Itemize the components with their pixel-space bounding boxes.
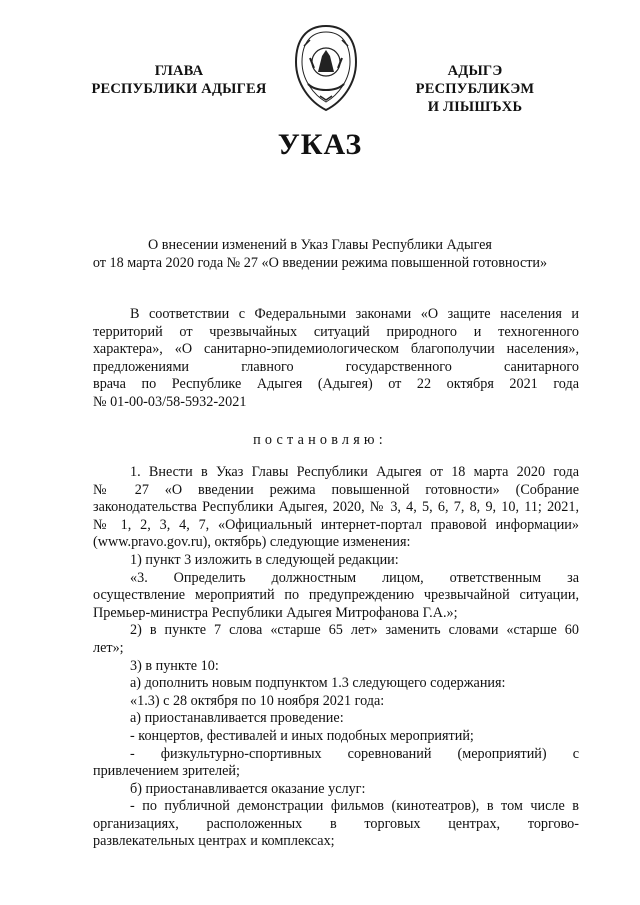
item-line: осуществление мероприятий по предупреждению чрезвычайной ситуации,	[93, 587, 579, 604]
item-line: 1. Внести в Указ Главы Республики Адыгея от 18 марта 2020 года	[130, 464, 579, 480]
header-left-line1: ГЛАВА	[154, 63, 204, 79]
item-line: 1) пункт 3 изложить в следующей редакции:	[130, 551, 399, 568]
subject-line2: от 18 марта 2020 года № 27 «О введении режима повышенной готовности»	[92, 255, 548, 271]
subject-line1: О внесении изменений в Указ Главы Республики Адыгея	[148, 237, 492, 253]
preamble-line: предложениями главного государственного санитарного	[93, 358, 579, 375]
item-line: а) приостанавливается проведение:	[130, 710, 344, 727]
header-right	[390, 62, 560, 116]
decree-items	[93, 464, 579, 851]
item-line: (www.pravo.gov.ru), октябрь) следующие изменения:	[93, 534, 411, 551]
item-line: привлечением зрителей;	[93, 763, 240, 780]
header-right-line1: АДЫГЭ РЕСПУБЛИКЭМ	[415, 63, 535, 97]
item-line: 3) в пункте 10:	[130, 657, 219, 674]
item-line: «1.3) с 28 октября по 10 ноября 2021 года:	[130, 692, 385, 709]
item-line: - физкультурно-спортивных соревнований (мероприятий) с	[130, 745, 579, 762]
preamble-line: территорий от чрезвычайных ситуаций природного и техногенного	[93, 323, 579, 340]
coat-of-arms-icon	[290, 22, 362, 114]
preamble-line: В соответствии с Федеральными законами «О защите населения и	[130, 306, 579, 322]
document-title: УКАЗ	[277, 128, 363, 161]
item-line: б) приостанавливается оказание услуг:	[130, 780, 366, 797]
header-right-line2: И ЛІЫШЪХЬ	[427, 99, 523, 115]
item-line: организациях, расположенных в торговых центрах, торгово-	[93, 815, 579, 832]
preamble-line: врача по Республике Адыгея (Адыгея) от 22 октября 2021 года	[93, 376, 579, 393]
item-line: законодательства Республики Адыгея, 2020, № 3, 4, 5, 6, 7, 8, 9, 10, 11; 2021,	[93, 499, 579, 516]
item-line: - концертов, фестивалей и иных подобных мероприятий;	[130, 727, 474, 744]
decree-word: постановляю:	[253, 432, 387, 448]
item-line: «3. Определить должностным лицом, ответственным за	[130, 569, 579, 586]
item-line: Премьер-министра Республики Адыгея Митрофанова Г.А.»;	[93, 604, 458, 621]
item-line: а) дополнить новым подпунктом 1.3 следующего содержания:	[130, 675, 506, 692]
item-line: 2) в пункте 7 слова «старше 65 лет» заменить словами «старше 60	[130, 622, 579, 639]
preamble-line: № 01-00-03/58-5932-2021	[93, 393, 247, 410]
document-subject	[60, 236, 580, 272]
preamble-line: характера», «О санитарно-эпидемиологическом благополучии населения»,	[93, 341, 579, 358]
header-left	[84, 62, 274, 98]
item-line: № 27 «О введении режима повышенной готовности» (Собрание	[93, 481, 579, 498]
item-line: № 1, 2, 3, 4, 7, «Официальный интернет-портал правовой информации»	[93, 516, 579, 533]
item-line: лет»;	[93, 639, 124, 656]
preamble	[93, 306, 579, 412]
item-line: - по публичной демонстрации фильмов (кинотеатров), в том числе в	[130, 798, 579, 815]
item-line: развлекательных центрах и комплексах;	[93, 833, 335, 850]
header-left-line2: РЕСПУБЛИКИ АДЫГЕЯ	[91, 81, 267, 97]
